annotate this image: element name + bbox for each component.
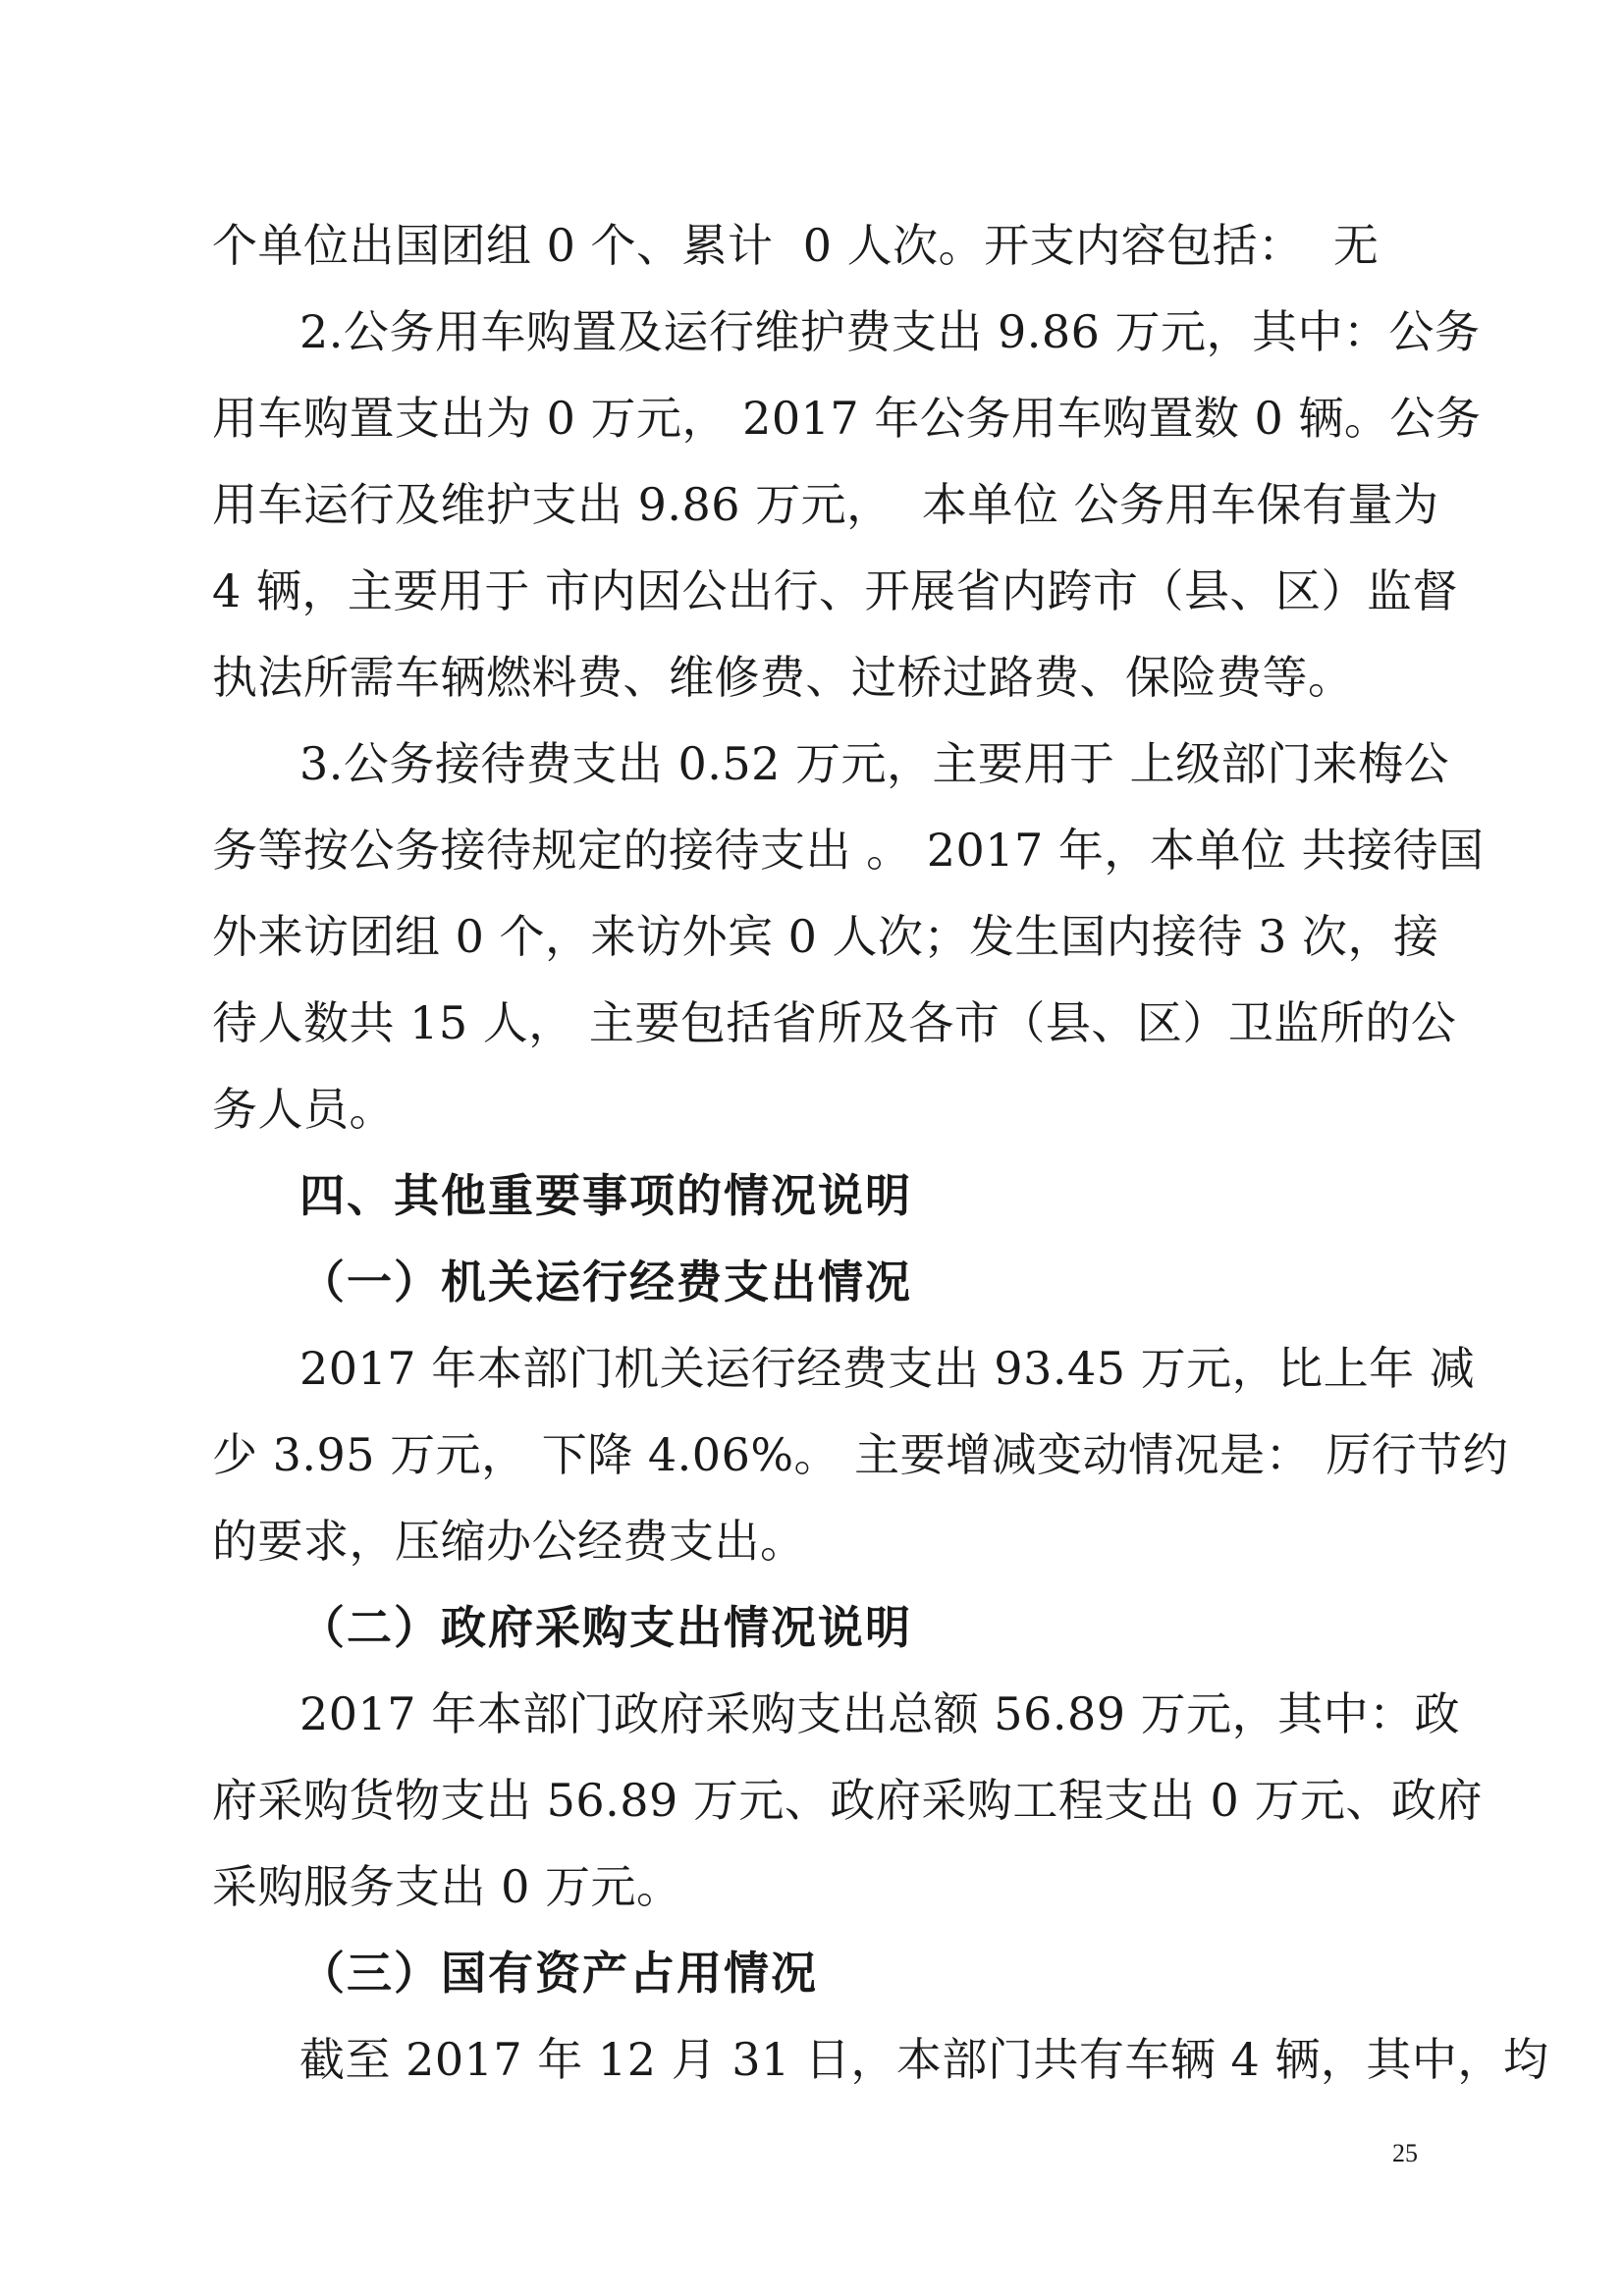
subsection-heading: （一）机关运行经费支出情况 — [299, 1255, 912, 1308]
page-number: 25 — [1392, 2139, 1418, 2167]
section-heading: 四、其他重要事项的情况说明 — [299, 1169, 912, 1222]
subsection-heading: （二）政府采购支出情况说明 — [299, 1601, 912, 1654]
text-line: 截至 2017 年 12 月 31 日，本部门共有车辆 4 辆，其中，均 — [299, 2033, 1549, 2086]
text-line: 执法所需车辆燃料费、维修费、过桥过路费、保险费等。 — [212, 651, 1354, 704]
text-line: 外来访团组 0 个，来访外宾 0 人次；发生国内接待 3 次，接 — [212, 910, 1439, 963]
text-line: 2017 年本部门机关运行经费支出 93.45 万元，比上年 减 — [299, 1342, 1476, 1395]
text-line: 少 3.95 万元， 下降 4.06%。 主要增减变动情况是： 厉行节约 — [212, 1428, 1509, 1481]
text-line: 采购服务支出 0 万元。 — [212, 1860, 682, 1913]
subsection-heading: （三）国有资产占用情况 — [299, 1947, 818, 2000]
text-line: 2017 年本部门政府采购支出总额 56.89 万元，其中：政 — [299, 1687, 1461, 1740]
text-line: 府采购货物支出 56.89 万元、政府采购工程支出 0 万元、政府 — [212, 1774, 1483, 1827]
text-line: 务等按公务接待规定的接待支出 。 2017 年，本单位 共接待国 — [212, 824, 1485, 877]
text-line: 2.公务用车购置及运行维护费支出 9.86 万元，其中：公务 — [299, 305, 1481, 358]
text-line: 务人员。 — [212, 1083, 395, 1136]
text-line: 3.公务接待费支出 0.52 万元，主要用于 上级部门来梅公 — [299, 737, 1450, 790]
text-line: 个单位出国团组 0 个、累计 0 人次。开支内容包括： 无 — [212, 219, 1380, 272]
text-line: 用车运行及维护支出 9.86 万元， 本单位 公务用车保有量为 — [212, 478, 1439, 531]
text-line: 待人数共 15 人， 主要包括省所及各市（县、区）卫监所的公 — [212, 996, 1457, 1049]
text-line: 用车购置支出为 0 万元， 2017 年公务用车购置数 0 辆。公务 — [212, 392, 1482, 445]
text-line: 4 辆，主要用于 市内因公出行、开展省内跨市（县、区）监督 — [212, 564, 1459, 617]
text-line: 的要求，压缩办公经费支出。 — [212, 1515, 806, 1568]
